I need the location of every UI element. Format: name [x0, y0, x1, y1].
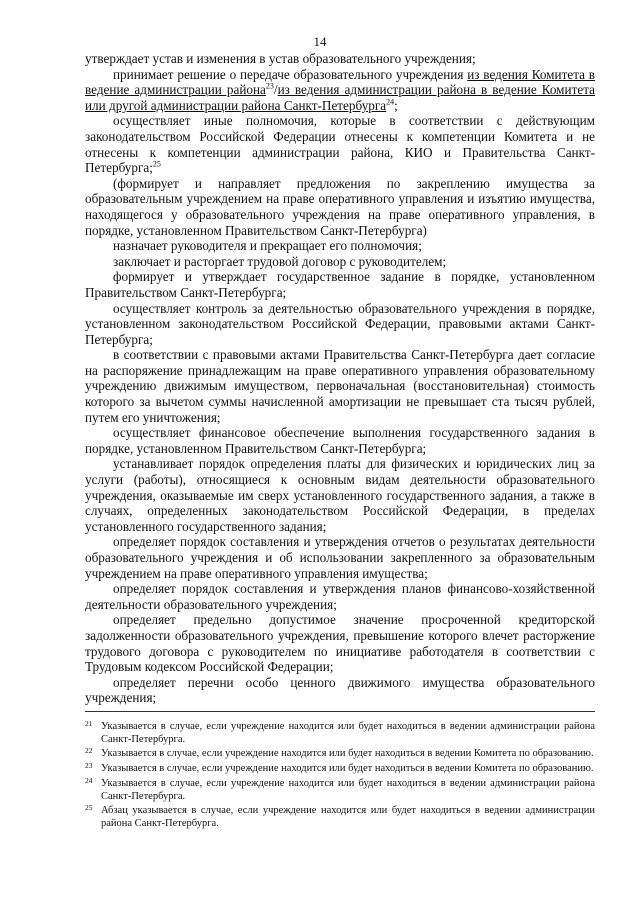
- body-paragraph: [85, 534, 595, 581]
- body-paragraph: [85, 176, 595, 238]
- paragraph-text: формирует и утверждает государственное задание в порядке, установленном Правительством Санкт-Петербурга;: [85, 269, 595, 300]
- paragraph-text: назначает руководителя и прекращает его полномочия;: [113, 238, 422, 254]
- body-text: [85, 51, 595, 706]
- body-paragraph: [85, 67, 595, 114]
- paragraph-text: определяет порядок составления и утверждения отчетов о результатах деятельности образовательного учреждения и об использовании закрепленного за образовательным учреждением на праве оперативного управления имущества;: [85, 534, 595, 581]
- footnote-reference: 25: [152, 159, 161, 169]
- footnote-text: Абзац указывается в случае, если учреждение находится или будет находиться в ведении администрации района Санкт-Петербурга.: [101, 805, 595, 829]
- footnotes: [85, 721, 595, 833]
- body-paragraph: [85, 269, 595, 300]
- footnote-number: 25: [85, 803, 93, 813]
- paragraph-text: утверждает устав и изменения в устав образовательного учреждения;: [85, 51, 476, 66]
- footnote-text: Указывается в случае, если учреждение находится или будет находиться в ведении администрации района Санкт-Петербурга.: [101, 777, 595, 802]
- footnote-number: 23: [85, 761, 93, 771]
- body-paragraph: [85, 113, 595, 175]
- paragraph-text: осуществляет контроль за деятельностью образовательного учреждения в порядке, установленном законодательством Российской Федерации, правовыми актами Санкт-Петербурга;: [85, 300, 595, 347]
- footnote-item: [85, 775, 595, 803]
- underlined-text: из ведения Комитета в ведение администрации района: [85, 66, 596, 98]
- body-paragraph: [85, 612, 595, 674]
- footnote-number: 21: [85, 719, 93, 728]
- body-paragraph: [85, 301, 595, 348]
- footnote-item: [85, 748, 595, 761]
- paragraph-text: принимает решение о передаче образовательного учреждения: [113, 66, 468, 82]
- footnote-item: [85, 763, 595, 776]
- paragraph-text: определяет порядок составления и утверждения планов финансово-хозяйственной деятельности образовательного учреждения;: [85, 581, 595, 612]
- footnote-text: Указывается в случае, если учреждение находится или будет находиться в ведении Комитета по образованию.: [101, 763, 594, 775]
- footnote-reference: 23: [265, 81, 274, 91]
- footnote-item: [85, 721, 595, 746]
- paragraph-text: /: [273, 82, 278, 98]
- body-paragraph: [85, 581, 595, 612]
- footnote-number: 24: [85, 775, 93, 785]
- footnote-number: 22: [85, 746, 93, 756]
- footnote-reference: 24: [386, 97, 395, 107]
- body-paragraph: [85, 456, 595, 534]
- footnote-text: Указывается в случае, если учреждение находится или будет находиться в ведении администрации района Санкт-Петербурга.: [101, 721, 595, 745]
- body-paragraph: [85, 254, 595, 270]
- body-paragraph: [85, 425, 595, 456]
- paragraph-text: ;: [394, 97, 398, 113]
- body-paragraph: [85, 51, 595, 67]
- paragraph-text: осуществляет финансовое обеспечение выполнения государственного задания в порядке, установленном Правительством Санкт-Петербурга;: [85, 425, 595, 456]
- body-paragraph: [85, 238, 595, 254]
- page-number: 14: [313, 34, 327, 49]
- paragraph-text: (формирует и направляет предложения по закреплению имущества за образовательным учреждением на праве оперативного управления и изъятию имущества, находящегося у образовательного учреждения на праве оперативного управления, в порядке, установленном Правительством Санкт-Петербурга): [85, 175, 595, 238]
- footnote-item: [85, 805, 595, 830]
- footnote-text: Указывается в случае, если учреждение находится или будет находиться в ведении Комитета по образованию.: [101, 748, 594, 760]
- paragraph-text: в соответствии с правовыми актами Правительства Санкт-Петербурга дает согласие на распоряжение принадлежащим на праве оперативного управления образовательному учреждению движимым имуществом, первоначальная (восстановительная) стоимость которого за вычетом суммы начисленной амортизации не превышает ста тысяч рублей, путем его уничтожения;: [85, 347, 595, 425]
- paragraph-text: осуществляет иные полномочия, которые в соответствии с действующим законодательством Российской Федерации отнесены к компетенции Комитета и не отнесены к компетенции администрации района, КИО и Правительства Санкт-Петербурга;: [85, 113, 595, 176]
- body-paragraph: [85, 347, 595, 425]
- underlined-text: из ведения администрации района в ведение Комитета или другой администрации района Санкт-Петербурга: [85, 82, 595, 113]
- paragraph-text: определяет перечни особо ценного движимого имущества образовательного учреждения;: [85, 674, 595, 706]
- paragraph-text: устанавливает порядок определения платы для физических и юридических лиц за услуги (работы), относящиеся к основным видам деятельности образовательного учреждения, оказываемые им сверх установленного государственного задания, а также в случаях, определенных законодательством Российской Федерации, в пределах установленного государственного задания;: [85, 456, 595, 534]
- footnote-divider: [85, 711, 595, 712]
- paragraph-text: определяет предельно допустимое значение просроченной кредиторской задолженности образовательного учреждения, превышение которого влечет расторжение трудового договора с руководителем по инициативе работодателя в соответствии с Трудовым кодексом Российской Федерации;: [85, 612, 595, 675]
- paragraph-text: заключает и расторгает трудовой договор с руководителем;: [113, 253, 447, 269]
- body-paragraph: [85, 675, 595, 706]
